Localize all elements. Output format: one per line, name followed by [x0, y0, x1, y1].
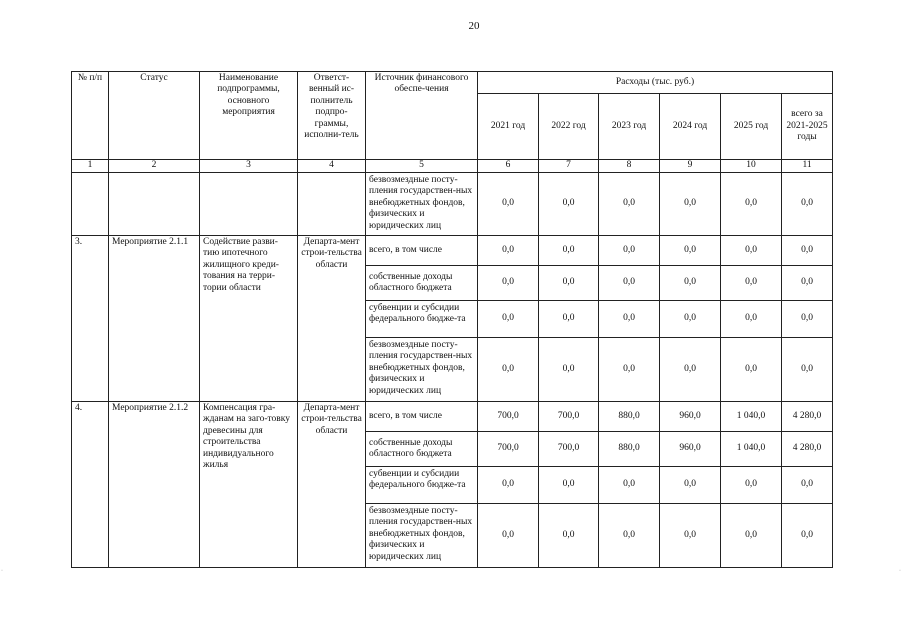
header-source: Источник финансового обеспе-чения [366, 72, 478, 160]
column-number: 11 [782, 160, 833, 173]
table-row [72, 402, 833, 432]
value-cell: 700,0 [539, 402, 599, 432]
row-number: 3. [72, 236, 109, 402]
value-cell: 0,0 [478, 301, 539, 338]
value-cell: 0,0 [539, 173, 599, 236]
header-year-2022: 2022 год [539, 94, 599, 160]
value-cell: 0,0 [539, 301, 599, 338]
column-number: 1 [72, 160, 109, 173]
value-cell: 0,0 [721, 266, 782, 301]
value-cell: 0,0 [782, 338, 833, 402]
scan-mark-left: · [1, 568, 3, 574]
value-cell: 0,0 [721, 504, 782, 568]
value-cell: 0,0 [599, 236, 660, 266]
column-numbers-row [72, 160, 833, 173]
page-number: 20 [468, 20, 480, 32]
value-cell: 0,0 [660, 338, 721, 402]
value-cell: 700,0 [478, 402, 539, 432]
column-number: 2 [109, 160, 200, 173]
value-cell: 0,0 [721, 467, 782, 504]
value-cell: 0,0 [782, 467, 833, 504]
empty-cell [72, 173, 109, 236]
value-cell: 0,0 [721, 173, 782, 236]
value-cell: 0,0 [660, 236, 721, 266]
header-year-2021: 2021 год [478, 94, 539, 160]
source-cell: собственные доходы областного бюджета [366, 266, 478, 301]
value-cell: 880,0 [599, 432, 660, 467]
value-cell: 4 280,0 [782, 402, 833, 432]
column-number: 8 [599, 160, 660, 173]
value-cell: 0,0 [599, 173, 660, 236]
empty-cell [200, 173, 298, 236]
scan-mark-right: · [899, 568, 901, 574]
header-total: всего за 2021-2025 годы [782, 94, 833, 160]
source-cell: субвенции и субсидии федерального бюдже-та [366, 467, 478, 504]
value-cell: 0,0 [721, 236, 782, 266]
row-responsible: Департа-мент строи-тельства области [298, 236, 366, 402]
column-number: 3 [200, 160, 298, 173]
column-number: 7 [539, 160, 599, 173]
source-cell: субвенции и субсидии федерального бюдже-та [366, 301, 478, 338]
value-cell: 0,0 [539, 338, 599, 402]
value-cell: 0,0 [478, 338, 539, 402]
source-cell: всего, в том числе [366, 402, 478, 432]
value-cell: 1 040,0 [721, 402, 782, 432]
table-row [72, 236, 833, 266]
table-row [72, 173, 833, 236]
row-name: Компенсация гра-жданам на заго-товку древесины для строительства индивидуального жилья [200, 402, 298, 568]
value-cell: 0,0 [782, 173, 833, 236]
column-number: 10 [721, 160, 782, 173]
row-responsible: Департа-мент строи-тельства области [298, 402, 366, 568]
source-cell: собственные доходы областного бюджета [366, 432, 478, 467]
value-cell: 0,0 [782, 504, 833, 568]
source-cell: безвозмездные посту-пления государствен-ных внебюджетных фондов, физических и юридических лиц [366, 504, 478, 568]
value-cell: 880,0 [599, 402, 660, 432]
source-cell: безвозмездные посту-пления государствен-ных внебюджетных фондов, физических и юридических лиц [366, 338, 478, 402]
header-num: № п/п [72, 72, 109, 160]
value-cell: 0,0 [478, 504, 539, 568]
value-cell: 0,0 [782, 236, 833, 266]
value-cell: 1 040,0 [721, 432, 782, 467]
value-cell: 0,0 [599, 338, 660, 402]
column-number: 4 [298, 160, 366, 173]
value-cell: 700,0 [478, 432, 539, 467]
value-cell: 0,0 [721, 338, 782, 402]
header-year-2025: 2025 год [721, 94, 782, 160]
column-number: 5 [366, 160, 478, 173]
value-cell: 0,0 [599, 301, 660, 338]
value-cell: 0,0 [660, 467, 721, 504]
value-cell: 0,0 [599, 504, 660, 568]
value-cell: 0,0 [539, 504, 599, 568]
header-year-2023: 2023 год [599, 94, 660, 160]
value-cell: 0,0 [660, 173, 721, 236]
row-name: Содействие разви-тию ипотечного жилищного креди-тования на терри-тории области [200, 236, 298, 402]
row-number: 4. [72, 402, 109, 568]
expenses-table [71, 71, 833, 568]
header-expenses: Расходы (тыс. руб.) [478, 72, 833, 94]
row-status: Мероприятие 2.1.1 [109, 236, 200, 402]
value-cell: 0,0 [478, 467, 539, 504]
value-cell: 700,0 [539, 432, 599, 467]
value-cell: 0,0 [599, 266, 660, 301]
value-cell: 0,0 [478, 266, 539, 301]
column-number: 6 [478, 160, 539, 173]
empty-cell [109, 173, 200, 236]
value-cell: 0,0 [478, 173, 539, 236]
header-year-2024: 2024 год [660, 94, 721, 160]
row-status: Мероприятие 2.1.2 [109, 402, 200, 568]
empty-cell [298, 173, 366, 236]
value-cell: 0,0 [782, 266, 833, 301]
value-cell: 0,0 [660, 266, 721, 301]
value-cell: 0,0 [478, 236, 539, 266]
value-cell: 0,0 [660, 301, 721, 338]
header-name: Наименование подпрограммы, основного мероприятия [200, 72, 298, 160]
value-cell: 0,0 [539, 467, 599, 504]
value-cell: 0,0 [539, 266, 599, 301]
header-status: Статус [109, 72, 200, 160]
column-number: 9 [660, 160, 721, 173]
header-responsible: Ответст-венный ис-полнитель подпро-граммы, исполни-тель [298, 72, 366, 160]
value-cell: 0,0 [599, 467, 660, 504]
source-cell: безвозмездные посту-пления государствен-ных внебюджетных фондов, физических и юридических лиц [366, 173, 478, 236]
source-cell: всего, в том числе [366, 236, 478, 266]
value-cell: 0,0 [539, 236, 599, 266]
value-cell: 0,0 [660, 504, 721, 568]
value-cell: 960,0 [660, 402, 721, 432]
value-cell: 4 280,0 [782, 432, 833, 467]
value-cell: 0,0 [721, 301, 782, 338]
value-cell: 960,0 [660, 432, 721, 467]
value-cell: 0,0 [782, 301, 833, 338]
